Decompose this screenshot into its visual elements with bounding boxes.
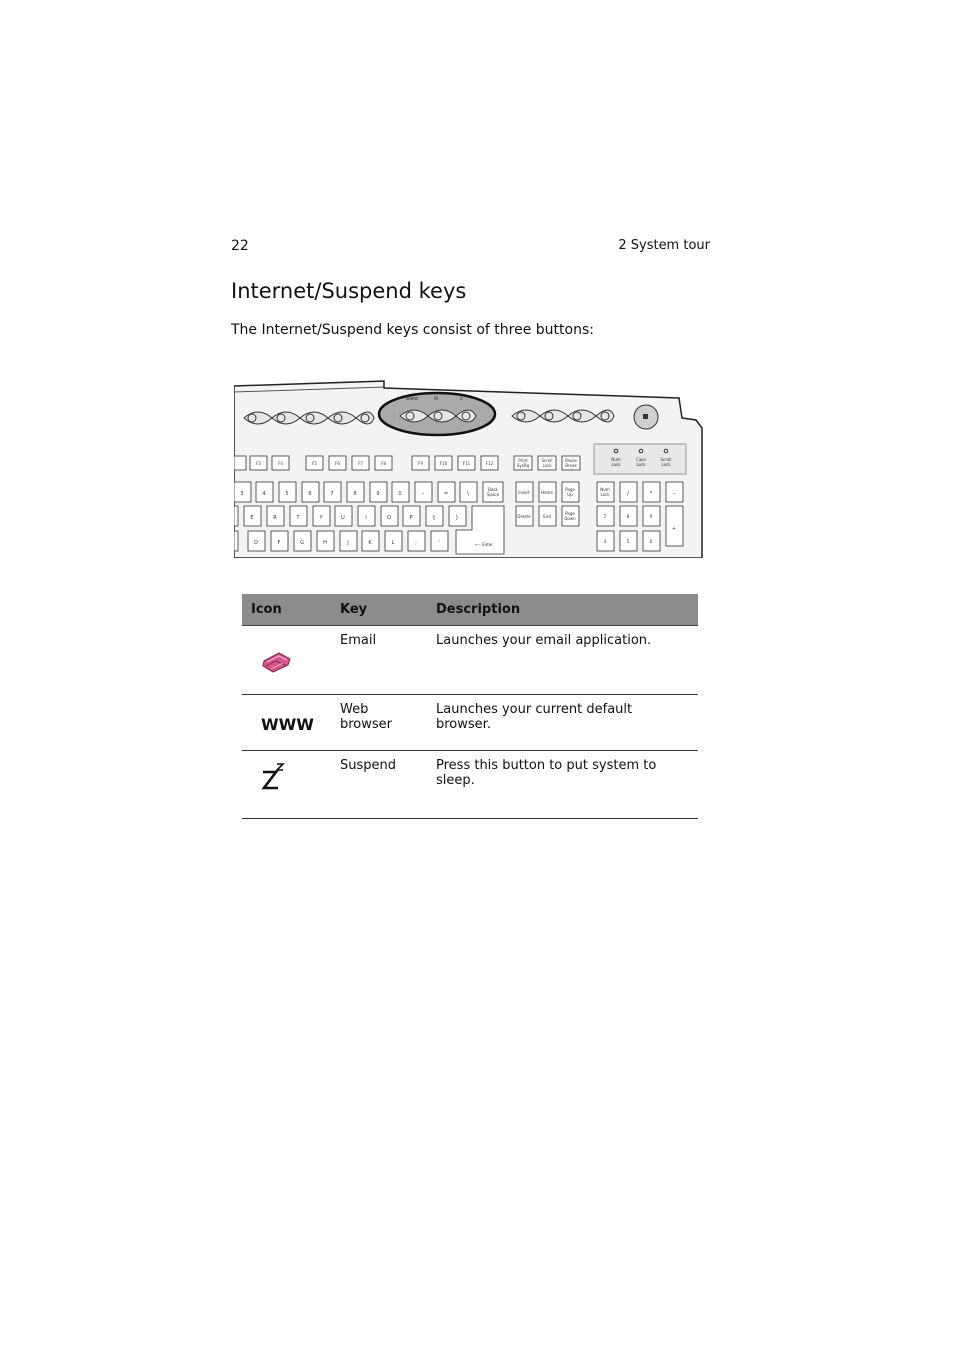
svg-text:5: 5 [285,491,289,497]
svg-text:F: F [277,540,281,546]
svg-text:\: \ [467,491,469,497]
svg-text:F8: F8 [381,461,386,466]
svg-text:⟵ Enter: ⟵ Enter [475,542,493,547]
chapter-title: 2 System tour [618,238,710,253]
svg-text:F3: F3 [256,461,261,466]
header-icon: Icon [242,594,331,626]
key-description: Launches your email application. [427,626,698,695]
svg-text:7: 7 [603,514,607,519]
svg-text:Delete: Delete [517,514,531,519]
svg-text:G: G [300,540,304,546]
svg-text:Break: Break [565,463,577,468]
svg-text:5: 5 [626,539,630,544]
svg-text:F11: F11 [462,461,471,466]
svg-text:Up: Up [567,492,573,497]
svg-text:4: 4 [603,539,607,544]
icon-cell [242,695,331,751]
svg-text:Num: Num [600,487,610,492]
svg-text:9: 9 [649,514,653,519]
svg-text:Caps: Caps [636,457,646,462]
suspend-icon [261,762,287,792]
svg-text:www: www [406,396,419,402]
svg-text:–: – [672,491,676,497]
svg-text:U: U [341,515,345,521]
svg-text:6: 6 [308,491,312,497]
svg-text:8: 8 [626,514,630,519]
svg-text:+: + [671,526,677,532]
keyboard-illustration [234,378,704,558]
svg-text:*: * [649,491,653,497]
icon-cell [242,751,331,819]
svg-text:Insert: Insert [518,490,530,495]
key-name: Web browser [331,695,427,751]
svg-text:P: P [409,515,413,521]
table-row [242,751,698,819]
svg-text:Print: Print [518,458,528,463]
header-description: Description [427,594,698,626]
svg-text:F10: F10 [439,461,448,466]
svg-text:F6: F6 [335,461,340,466]
svg-text:Space: Space [486,492,500,497]
table-row [242,626,698,695]
internet-keys-table [242,594,698,819]
svg-text:8: 8 [353,491,357,497]
www-icon: WWW [261,715,314,734]
svg-text:}: } [455,515,459,521]
svg-text:SysRq: SysRq [516,463,530,468]
svg-text:D: D [254,540,258,546]
svg-text:7: 7 [330,491,334,497]
svg-text:Down: Down [564,516,576,521]
svg-text:R: R [273,515,277,521]
svg-text:9: 9 [376,491,380,497]
svg-text:E: E [250,515,254,521]
svg-text:Lock: Lock [600,492,610,497]
svg-text:Pause: Pause [565,458,577,463]
svg-text:Page: Page [565,511,575,516]
svg-text:Page: Page [565,487,575,492]
svg-text:Scroll: Scroll [660,457,672,462]
svg-text:;: ; [415,540,417,546]
page-number: 22 [231,238,249,254]
svg-text:H: H [323,540,327,546]
table-header-row [242,594,698,626]
svg-text:Lock: Lock [542,463,552,468]
intro-text: The Internet/Suspend keys consist of three buttons: [231,322,594,338]
svg-text:Back: Back [488,487,498,492]
svg-text:Lock: Lock [611,462,621,467]
svg-text:J: J [347,540,349,546]
svg-text:Y: Y [319,515,323,521]
svg-text:0: 0 [398,491,402,497]
table-row [242,695,698,751]
email-icon [261,651,293,673]
svg-text:End: End [543,514,551,519]
svg-text:–: – [421,491,425,497]
header-key: Key [331,594,427,626]
svg-text:F5: F5 [312,461,317,466]
svg-text:F7: F7 [358,461,363,466]
svg-text:Lock: Lock [636,462,646,467]
svg-text:I: I [365,515,367,521]
svg-text:F12: F12 [485,461,494,466]
key-name: Email [331,626,427,695]
svg-text:=: = [443,491,449,497]
svg-text:Home: Home [541,490,553,495]
svg-text:z: z [460,396,463,402]
svg-text:K: K [368,540,372,546]
svg-text:3: 3 [240,491,244,497]
key-description: Launches your current default browser. [427,695,698,751]
svg-text:/: / [627,491,629,497]
icon-cell [242,626,331,695]
svg-text:F4: F4 [278,461,283,466]
section-title: Internet/Suspend keys [231,279,467,303]
svg-text:O: O [387,515,391,521]
key-description: Press this button to put system to sleep. [427,751,698,819]
svg-text:4: 4 [262,491,266,497]
key-name: Suspend [331,751,427,819]
num-lock-label: Num [611,457,621,462]
svg-text:6: 6 [649,539,653,544]
svg-text:': ' [438,540,440,546]
svg-text:L: L [391,540,395,546]
svg-text:{: { [432,515,436,521]
svg-text:Lock: Lock [661,462,671,467]
svg-text:T: T [296,515,300,521]
svg-text:F9: F9 [418,461,423,466]
svg-text:✉: ✉ [434,396,439,402]
svg-text:Scroll: Scroll [541,458,553,463]
